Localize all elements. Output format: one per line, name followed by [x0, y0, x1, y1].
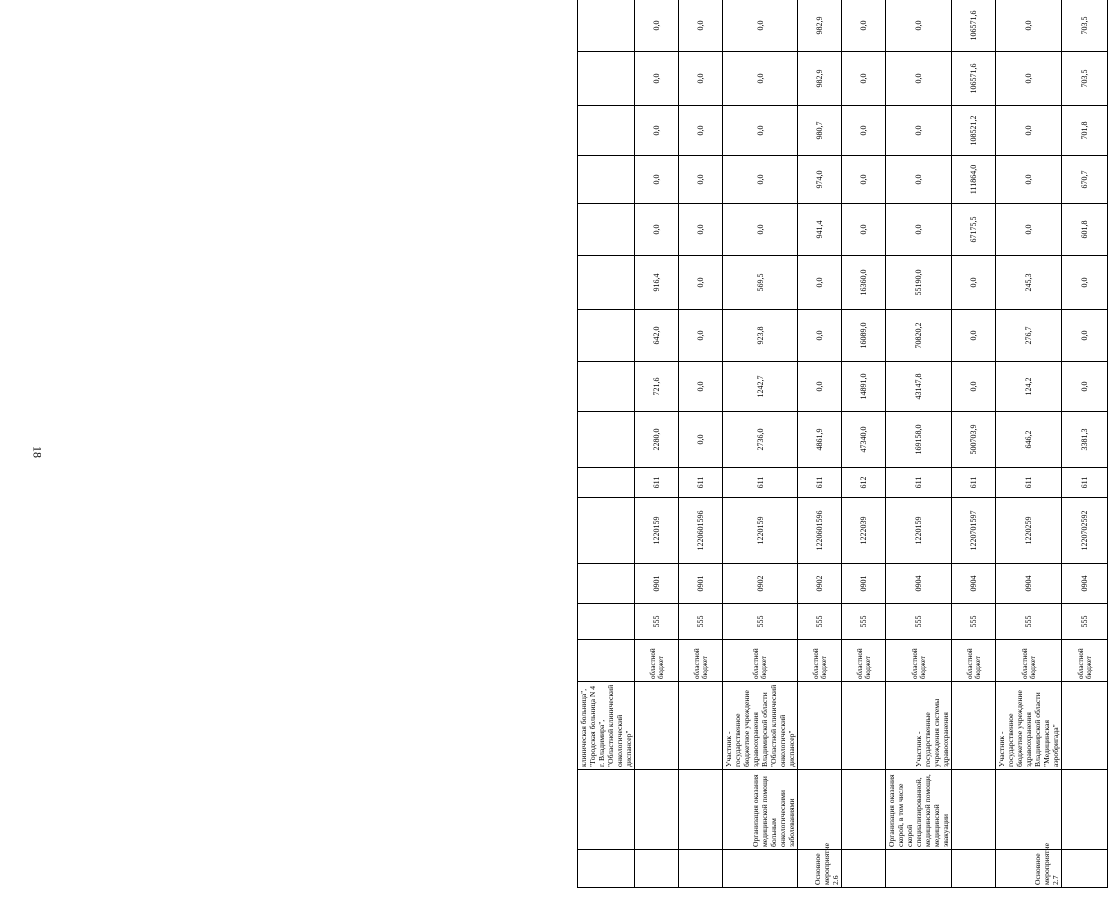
value-cell: 111864,0 [952, 156, 996, 204]
page-number: 18 [30, 446, 45, 458]
value-cell: 721,6 [635, 362, 679, 412]
vr-cell: 611 [798, 468, 842, 498]
name-cell [635, 770, 679, 850]
value-cell: 0,0 [886, 52, 952, 106]
source-cell: областной бюджет [842, 640, 886, 682]
name-cell [952, 770, 996, 850]
event-cell: Основное мероприятие 2.7 [996, 850, 1062, 888]
event-cell [886, 850, 952, 888]
csr-cell: 1220701597 [952, 498, 996, 564]
vr-cell [578, 468, 635, 498]
value-cell: 601,8 [1062, 204, 1108, 256]
value-cell: 0,0 [723, 204, 798, 256]
value-cell: 43147,8 [886, 362, 952, 412]
value-cell: 703,5 [1062, 0, 1108, 52]
grbs-cell [578, 604, 635, 640]
value-cell: 4861,9 [798, 412, 842, 468]
value-cell [578, 362, 635, 412]
vr-cell: 611 [952, 468, 996, 498]
rzpr-cell: 0904 [1062, 564, 1108, 604]
value-cell: 70820,2 [886, 310, 952, 362]
value-cell: 0,0 [798, 362, 842, 412]
value-cell: 0,0 [886, 106, 952, 156]
vr-cell: 611 [635, 468, 679, 498]
csr-cell: 1220601596 [798, 498, 842, 564]
participant-cell [679, 682, 723, 770]
source-cell: областной бюджет [1062, 640, 1108, 682]
table-row [886, 0, 952, 888]
participant-cell [842, 682, 886, 770]
name-cell [578, 770, 635, 850]
value-cell: 916,4 [635, 256, 679, 310]
value-cell: 0,0 [679, 106, 723, 156]
value-cell: 670,7 [1062, 156, 1108, 204]
value-cell [578, 106, 635, 156]
source-cell: областной бюджет [952, 640, 996, 682]
grbs-cell: 555 [723, 604, 798, 640]
value-cell: 500703,9 [952, 412, 996, 468]
value-cell: 0,0 [952, 310, 996, 362]
participant-cell [798, 682, 842, 770]
event-cell: Основное мероприятие 2.6 [798, 850, 842, 888]
name-cell: Организация оказания медицинской помощи больным онкологическими заболеваниями [723, 770, 798, 850]
table-row [798, 0, 842, 888]
rzpr-cell: 0904 [996, 564, 1062, 604]
csr-cell: 1220259 [996, 498, 1062, 564]
value-cell: 1242,7 [723, 362, 798, 412]
event-cell [679, 850, 723, 888]
value-cell: 0,0 [679, 310, 723, 362]
vr-cell: 611 [679, 468, 723, 498]
value-cell: 701,8 [1062, 106, 1108, 156]
value-cell: 980,7 [798, 106, 842, 156]
source-cell: областной бюджет [798, 640, 842, 682]
value-cell: 0,0 [842, 204, 886, 256]
value-cell: 0,0 [886, 0, 952, 52]
rzpr-cell: 0901 [842, 564, 886, 604]
event-cell [952, 850, 996, 888]
value-cell: 0,0 [952, 256, 996, 310]
value-cell: 0,0 [679, 412, 723, 468]
name-cell [1062, 770, 1108, 850]
grbs-cell: 555 [1062, 604, 1108, 640]
value-cell: 0,0 [1062, 362, 1108, 412]
value-cell: 16360,0 [842, 256, 886, 310]
table-row [842, 0, 886, 888]
value-cell: 245,3 [996, 256, 1062, 310]
csr-cell: 1220159 [886, 498, 952, 564]
value-cell: 0,0 [996, 204, 1062, 256]
value-cell: 642,0 [635, 310, 679, 362]
grbs-cell: 555 [842, 604, 886, 640]
value-cell: 108521,2 [952, 106, 996, 156]
budget-table [577, 0, 1108, 888]
event-cell [578, 850, 635, 888]
value-cell: 0,0 [635, 0, 679, 52]
source-cell: областной бюджет [723, 640, 798, 682]
value-cell: 47340,0 [842, 412, 886, 468]
rzpr-cell [578, 564, 635, 604]
value-cell: 0,0 [842, 156, 886, 204]
value-cell: 0,0 [723, 52, 798, 106]
vr-cell: 611 [1062, 468, 1108, 498]
value-cell: 0,0 [679, 0, 723, 52]
source-cell [578, 640, 635, 682]
rzpr-cell: 0904 [952, 564, 996, 604]
name-cell: Организация оказания скорой, в том числе скорой специализированной, медицинской помощи, медицинской эвакуации [886, 770, 952, 850]
value-cell: 2736,0 [723, 412, 798, 468]
name-cell [679, 770, 723, 850]
value-cell: 0,0 [996, 52, 1062, 106]
value-cell: 2280,0 [635, 412, 679, 468]
event-cell [842, 850, 886, 888]
value-cell: 0,0 [798, 256, 842, 310]
vr-cell: 611 [996, 468, 1062, 498]
value-cell: 0,0 [1062, 310, 1108, 362]
name-cell [996, 770, 1062, 850]
value-cell: 974,0 [798, 156, 842, 204]
vr-cell: 611 [886, 468, 952, 498]
value-cell: 0,0 [723, 0, 798, 52]
source-cell: областной бюджет [635, 640, 679, 682]
value-cell: 276,7 [996, 310, 1062, 362]
source-cell: областной бюджет [886, 640, 952, 682]
value-cell: 0,0 [679, 256, 723, 310]
value-cell: 0,0 [886, 156, 952, 204]
table-row [952, 0, 996, 888]
value-cell: 169158,0 [886, 412, 952, 468]
value-cell: 0,0 [635, 106, 679, 156]
rzpr-cell: 0901 [635, 564, 679, 604]
value-cell: 0,0 [723, 156, 798, 204]
value-cell: 0,0 [679, 52, 723, 106]
grbs-cell: 555 [886, 604, 952, 640]
grbs-cell: 555 [952, 604, 996, 640]
value-cell [578, 0, 635, 52]
participant-cell [952, 682, 996, 770]
value-cell [578, 412, 635, 468]
value-cell: 982,9 [798, 52, 842, 106]
value-cell: 0,0 [996, 106, 1062, 156]
csr-cell: 1222039 [842, 498, 886, 564]
csr-cell: 1220159 [723, 498, 798, 564]
participant-cell: Участник - государственное бюджетное учреждение здравоохранения Владимирской области "Областной клинический онкологический диспансер" [723, 682, 798, 770]
table-row [1062, 0, 1108, 888]
value-cell: 982,9 [798, 0, 842, 52]
rzpr-cell: 0902 [798, 564, 842, 604]
value-cell: 941,4 [798, 204, 842, 256]
value-cell: 0,0 [679, 156, 723, 204]
value-cell: 16089,0 [842, 310, 886, 362]
value-cell: 923,8 [723, 310, 798, 362]
source-cell: областной бюджет [679, 640, 723, 682]
participant-cell [1062, 682, 1108, 770]
table-body [578, 0, 1108, 888]
value-cell: 0,0 [886, 204, 952, 256]
grbs-cell: 555 [635, 604, 679, 640]
value-cell: 106571,6 [952, 52, 996, 106]
value-cell: 569,5 [723, 256, 798, 310]
vr-cell: 611 [723, 468, 798, 498]
table-row [578, 0, 635, 888]
value-cell: 703,5 [1062, 52, 1108, 106]
value-cell: 106571,6 [952, 0, 996, 52]
participant-cell [635, 682, 679, 770]
value-cell: 0,0 [1062, 256, 1108, 310]
value-cell [578, 310, 635, 362]
participant-cell: клиническая больница", "Городская больница N 4 г. Владимира", "Областной клинический онкологический диспансер" [578, 682, 635, 770]
value-cell: 0,0 [635, 204, 679, 256]
value-cell: 0,0 [996, 0, 1062, 52]
value-cell [578, 156, 635, 204]
table-row [635, 0, 679, 888]
vr-cell: 612 [842, 468, 886, 498]
csr-cell: 1220601596 [679, 498, 723, 564]
name-cell [842, 770, 886, 850]
value-cell [578, 52, 635, 106]
value-cell: 0,0 [842, 106, 886, 156]
value-cell: 646,2 [996, 412, 1062, 468]
participant-cell: Участник - государственное бюджетное учреждение здравоохранения Владимирской области "Медицинская аэробригада" [996, 682, 1062, 770]
event-cell [1062, 850, 1108, 888]
value-cell: 0,0 [679, 204, 723, 256]
source-cell: областной бюджет [996, 640, 1062, 682]
csr-cell: 1220702592 [1062, 498, 1108, 564]
name-cell [798, 770, 842, 850]
table-row [679, 0, 723, 888]
value-cell: 67175,5 [952, 204, 996, 256]
value-cell: 55190,0 [886, 256, 952, 310]
value-cell: 0,0 [635, 52, 679, 106]
value-cell: 0,0 [996, 156, 1062, 204]
csr-cell [578, 498, 635, 564]
value-cell: 0,0 [842, 52, 886, 106]
rzpr-cell: 0904 [886, 564, 952, 604]
grbs-cell: 555 [798, 604, 842, 640]
value-cell: 0,0 [723, 106, 798, 156]
table-row [996, 0, 1062, 888]
value-cell: 0,0 [679, 362, 723, 412]
rotated-table-container [577, 10, 1093, 888]
value-cell: 0,0 [798, 310, 842, 362]
event-cell [635, 850, 679, 888]
csr-cell: 1220159 [635, 498, 679, 564]
grbs-cell: 555 [679, 604, 723, 640]
rzpr-cell: 0902 [723, 564, 798, 604]
participant-cell: Участник - государственные учреждения системы здравоохранения [886, 682, 952, 770]
value-cell: 0,0 [635, 156, 679, 204]
event-cell [723, 850, 798, 888]
value-cell: 14891,0 [842, 362, 886, 412]
value-cell [578, 256, 635, 310]
value-cell: 0,0 [842, 0, 886, 52]
value-cell: 0,0 [952, 362, 996, 412]
table-row [723, 0, 798, 888]
value-cell: 124,2 [996, 362, 1062, 412]
value-cell: 3381,3 [1062, 412, 1108, 468]
rzpr-cell: 0901 [679, 564, 723, 604]
grbs-cell: 555 [996, 604, 1062, 640]
value-cell [578, 204, 635, 256]
